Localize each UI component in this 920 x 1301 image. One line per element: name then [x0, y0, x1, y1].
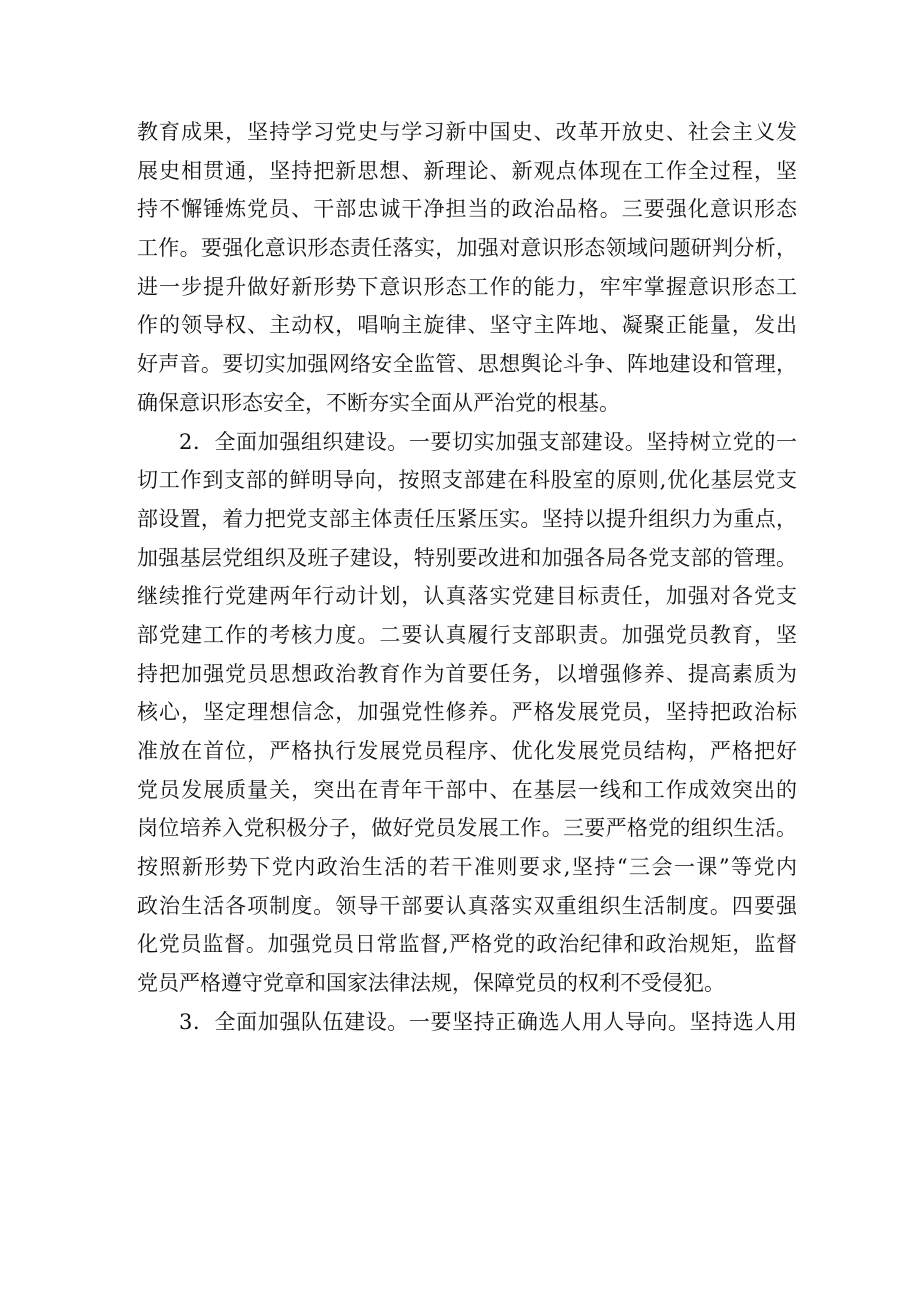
- text-line: 持不懈锤炼党员、干部忠诚干净担当的政治品格。三要强化意识形态: [137, 197, 797, 222]
- text-line: 准放在首位，严格执行发展党员程序、优化发展党员结构，严格把好: [137, 739, 797, 763]
- document-body: [137, 113, 797, 1042]
- section-heading-line: 2．全面加强组织建设。一要切实加强支部建设。坚持树立党的一: [179, 429, 797, 454]
- text-line: 确保意识形态安全，不断夯实全面从严治党的根基。: [137, 390, 620, 415]
- text-line: 教育成果，坚持学习党史与学习新中国史、改革开放史、社会主义发: [137, 120, 797, 144]
- paragraph-continuation: [137, 113, 797, 423]
- text-line: 工作。要强化意识形态责任落实，加强对意识形态领域问题研判分析，: [137, 236, 797, 261]
- text-line: 持把加强党员思想政治教育作为首要任务，以增强修养、提高素质为: [137, 661, 797, 686]
- text-line: 岗位培养入党积极分子，做好党员发展工作。三要严格党的组织生活。: [137, 816, 797, 841]
- text-line: 进一步提升做好新形势下意识形态工作的能力，牢牢掌握意识形态工: [137, 274, 797, 299]
- text-line: 切工作到支部的鲜明导向，按照支部建在科股室的原则,优化基层党支: [137, 468, 797, 493]
- text-line: 作的领导权、主动权，唱响主旋律、坚守主阵地、凝聚正能量，发出: [137, 313, 797, 338]
- text-line: 展史相贯通，坚持把新思想、新理论、新观点体现在工作全过程，坚: [137, 158, 797, 183]
- paragraph-section-2: [137, 423, 797, 1003]
- text-line: 加强基层党组织及班子建设，特别要改进和加强各局各党支部的管理。: [137, 545, 797, 570]
- text-line: 部设置，着力把党支部主体责任压紧压实。坚持以提升组织力为重点，: [137, 506, 797, 531]
- text-line: 化党员监督。加强党员日常监督,严格党的政治纪律和政治规矩，监督: [137, 932, 797, 957]
- text-line: 部党建工作的考核力度。二要认真履行支部职责。加强党员教育，坚: [137, 622, 797, 647]
- text-line: 按照新形势下党内政治生活的若干准则要求,坚持“三会一课”等党内: [137, 855, 797, 880]
- section-heading-line: 3．全面加强队伍建设。一要坚持正确选人用人导向。坚持选人用: [179, 1009, 797, 1034]
- text-line: 政治生活各项制度。领导干部要认真落实双重组织生活制度。四要强: [137, 893, 797, 918]
- paragraph-section-3: [137, 1003, 797, 1042]
- text-line: 党员严格遵守党章和国家法律法规，保障党员的权利不受侵犯。: [137, 971, 725, 996]
- text-line: 好声音。要切实加强网络安全监管、思想舆论斗争、阵地建设和管理，: [137, 352, 797, 377]
- text-line: 继续推行党建两年行动计划，认真落实党建目标责任，加强对各党支: [137, 584, 797, 609]
- text-line: 党员发展质量关，突出在青年干部中、在基层一线和工作成效突出的: [137, 777, 797, 802]
- text-line: 核心，坚定理想信念，加强党性修养。严格发展党员，坚持把政治标: [137, 700, 797, 725]
